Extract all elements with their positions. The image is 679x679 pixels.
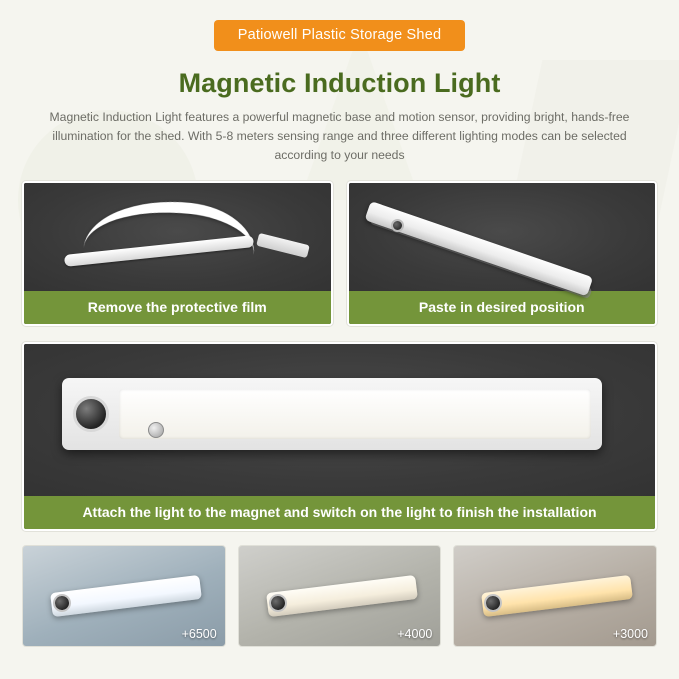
color-temperature-label: +6500: [181, 626, 217, 641]
step-card-2: [347, 181, 658, 326]
color-temperature-card-1: [22, 545, 226, 647]
step-2-caption: Paste in desired position: [349, 291, 656, 324]
step-3-image: [24, 344, 655, 496]
light-bar-icon: [266, 575, 418, 617]
film-tab-icon: [256, 233, 310, 258]
color-temperature-row: [22, 545, 657, 647]
badge-container: [22, 0, 657, 51]
color-temperature-label: +4000: [397, 626, 433, 641]
light-bar-icon: [50, 575, 202, 617]
step-card-3: [22, 342, 657, 531]
light-bar-icon: [481, 575, 633, 617]
product-badge: Patiowell Plastic Storage Shed: [214, 20, 465, 51]
step-1-caption: Remove the protective film: [24, 291, 331, 324]
led-panel: [119, 389, 591, 439]
page-title: Magnetic Induction Light: [178, 68, 501, 98]
motion-sensor-icon: [391, 219, 404, 232]
light-bar-icon: [364, 201, 593, 296]
step-2-image: [349, 183, 656, 291]
steps-row-top: [22, 181, 657, 326]
color-temperature-card-2: [238, 545, 442, 647]
motion-sensor-icon: [73, 396, 109, 432]
step-1-image: [24, 183, 331, 291]
power-switch-icon: [148, 422, 164, 438]
light-bar-icon: [62, 378, 602, 450]
steps-row-bottom: [22, 342, 657, 531]
color-temperature-card-3: [453, 545, 657, 647]
step-3-caption: Attach the light to the magnet and switch on the light to finish the installation: [24, 496, 655, 529]
color-temperature-label: +3000: [612, 626, 649, 641]
page-description: Magnetic Induction Light features a powerful magnetic base and motion sensor, providing bright, hands-free illumination for the shed. With 5-8 meters sensing range and three different lighting modes can be selected according to your needs: [49, 110, 630, 162]
step-card-1: [22, 181, 333, 326]
